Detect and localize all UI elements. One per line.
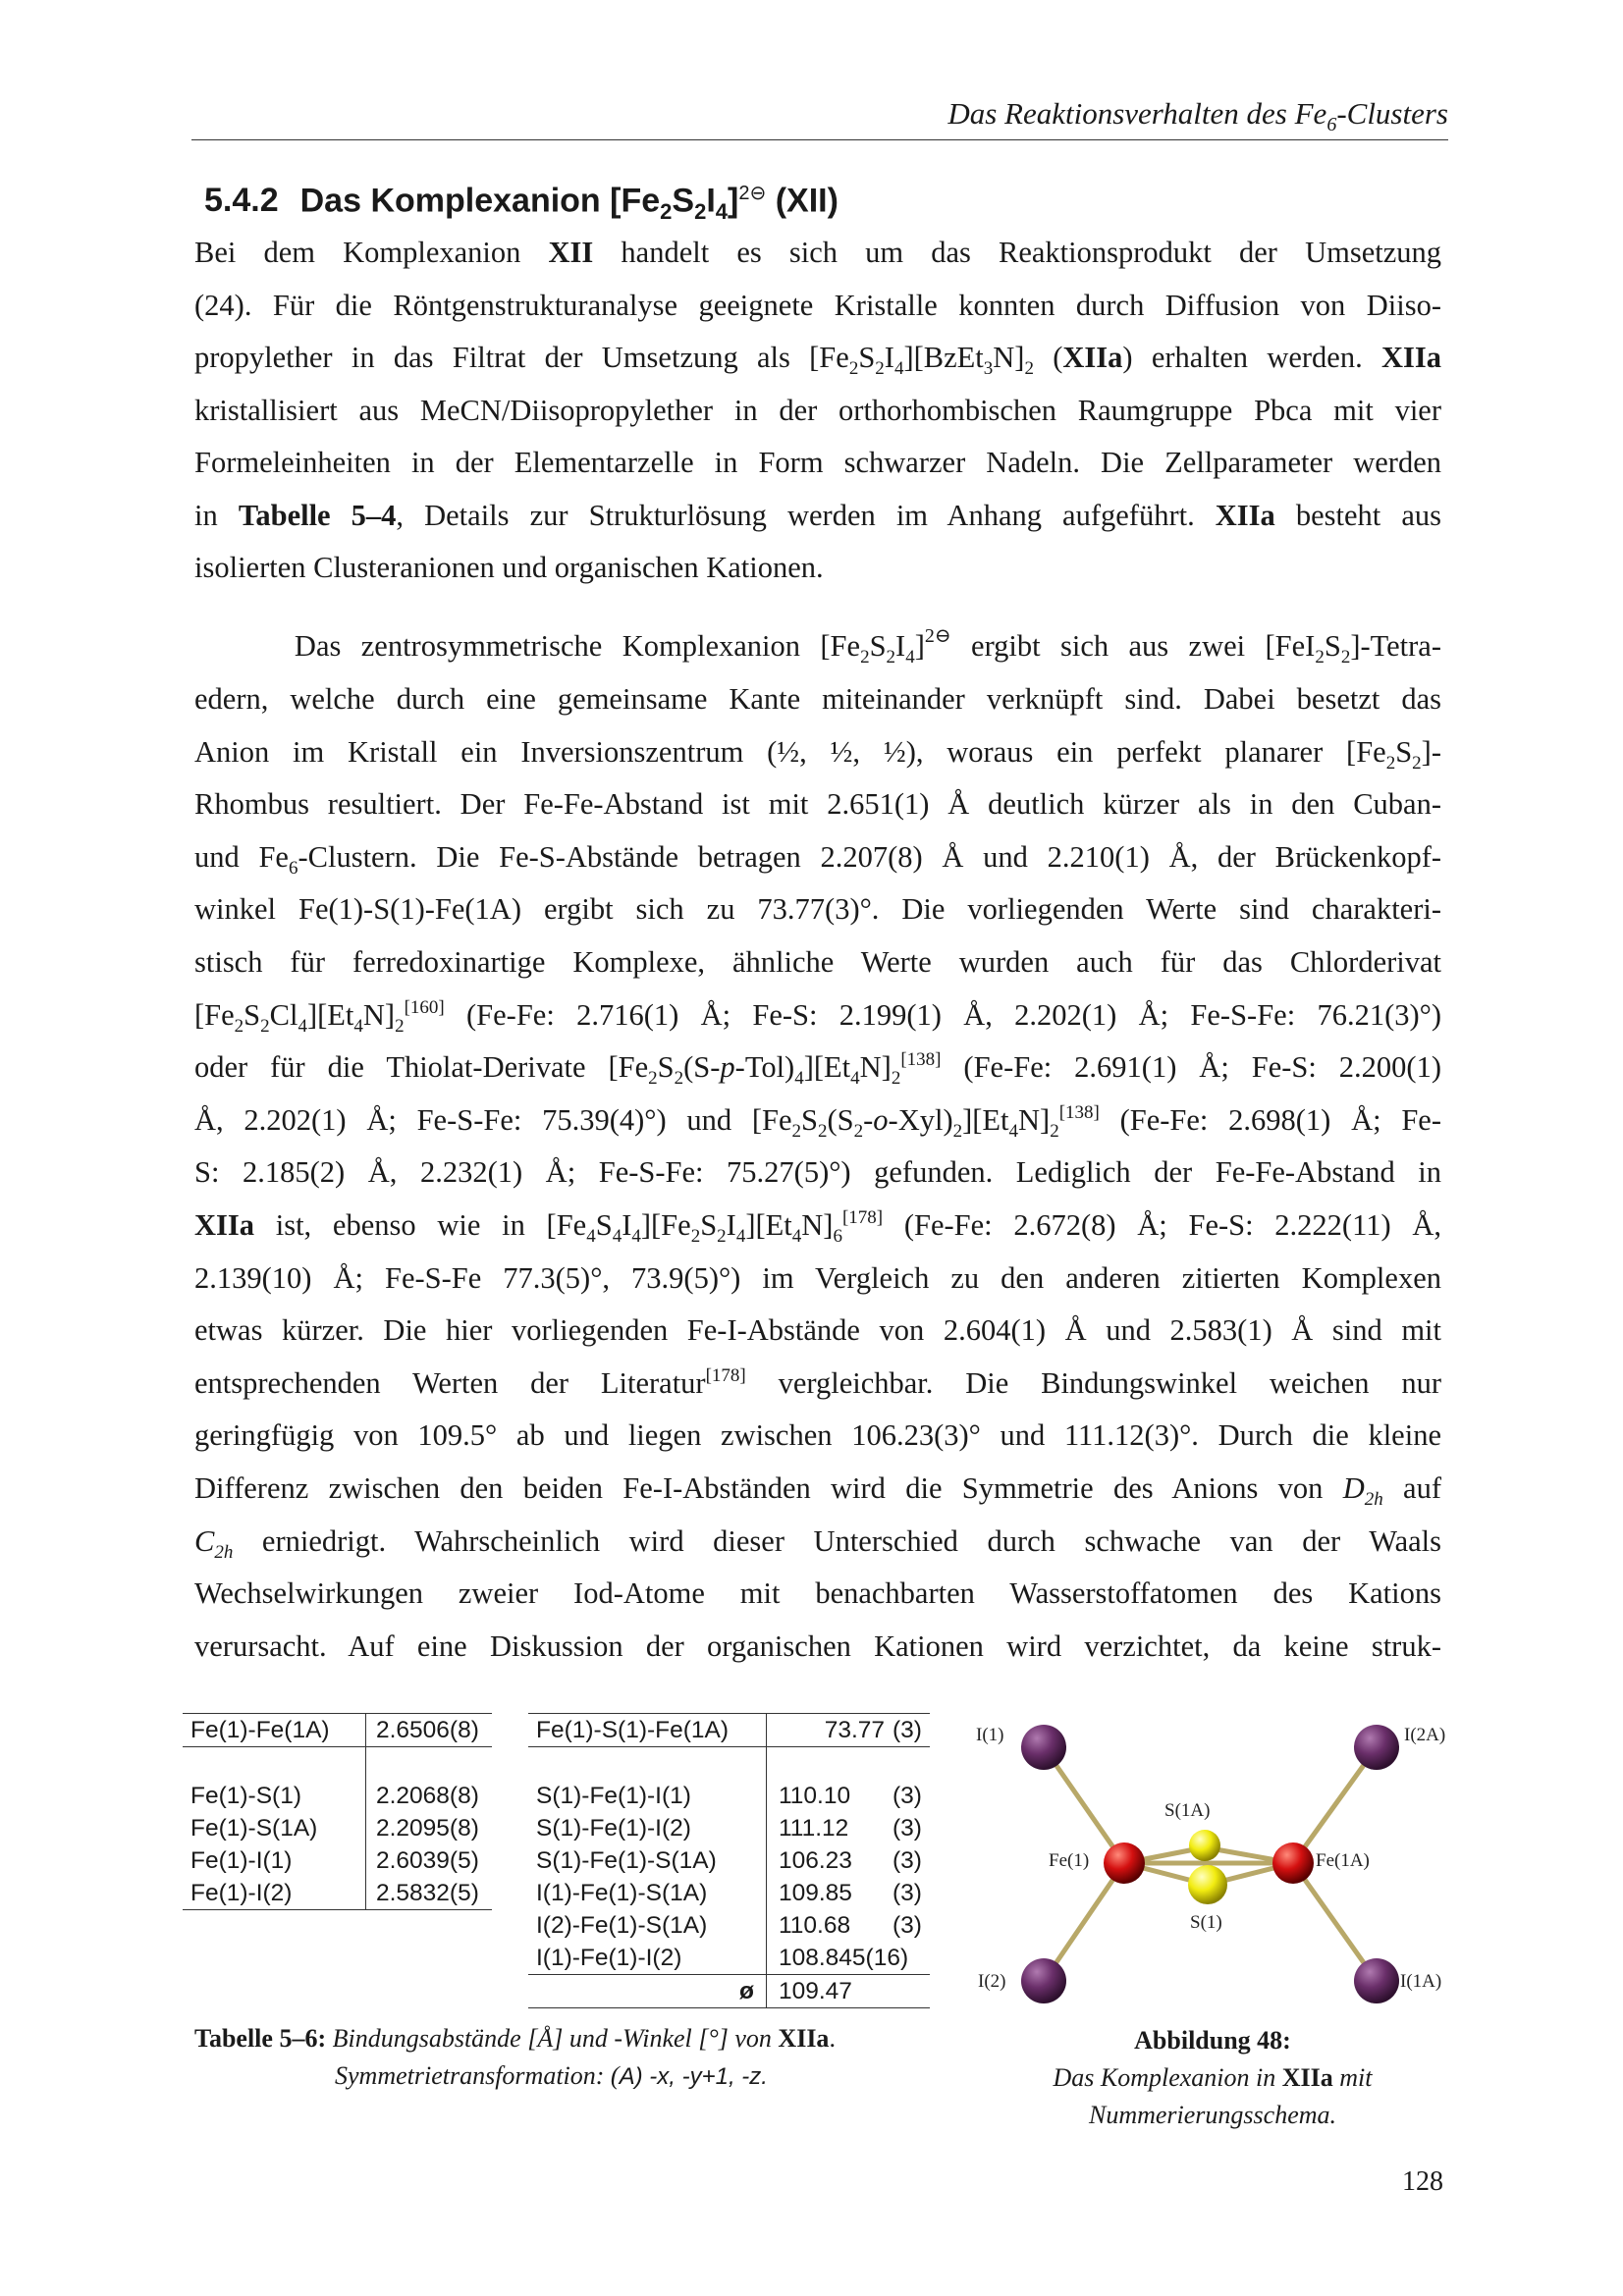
paragraph-line: propylether in das Filtrat der Umsetzung als $[Fe_2S_2I_4][BzEt_3N]_2$ (XIIa) erhalten werden. XIIa: [194, 341, 1441, 379]
molecule-figure: [972, 1708, 1453, 2012]
paragraph-line: edern, welche durch eine gemeinsame Kante miteinander verknüpft sind. Dabei besetzt das: [194, 682, 1441, 716]
iodine-atom: [1354, 1958, 1399, 2003]
paragraph-line: Rhombus resultiert. Der Fe-Fe-Abstand ist mit 2.651(1) Å deutlich kürzer als in den Cuban-: [194, 787, 1441, 821]
paragraph-line: Anion im Kristall ein Inversionszentrum (½, ½, ½), woraus ein perfekt planarer $[Fe_2S_2]-$: [194, 735, 1441, 774]
atom-label: I(1A): [1400, 1971, 1442, 1992]
paragraph-line: etwas kürzer. Die hier vorliegenden Fe-I-Abstände von 2.604(1) Å und 2.583(1) Å sind mit: [194, 1313, 1441, 1347]
iron-atom: [1272, 1842, 1314, 1884]
atom-label: I(1): [976, 1725, 1004, 1745]
paragraph-line: XIIa ist, ebenso wie in $[Fe_4S_4I_4][Fe_2S_2I_4][Et_4N]_6[178]$ (Fe-Fe: 2.672(8) Å; Fe-S: 2.222(11) Å,: [194, 1207, 1441, 1247]
atom-label: S(1): [1190, 1912, 1222, 1933]
average-row: ø 109.47: [528, 1975, 930, 2008]
paragraph-line: isolierten Clusteranionen und organischen Kationen.: [194, 551, 824, 584]
table-row: Fe(1)-Fe(1A) 2.6506(8): [183, 1714, 492, 1747]
paragraph-line: Differenz zwischen den beiden Fe-I-Abständen wird die Symmetrie des Anions von $D_{2h}$ auf: [194, 1471, 1441, 1510]
paragraph-line: 2.139(10) Å; Fe-S-Fe 77.3(5)°, 73.9(5)°) im Vergleich zu den anderen zitierten Komplexen: [194, 1261, 1441, 1295]
paragraph-line: und $Fe_6$-Clustern. Die Fe-S-Abstände betragen 2.207(8) Å und 2.210(1) Å, der Brückenkopf-: [194, 840, 1442, 879]
atom-label: I(2): [978, 1971, 1006, 1992]
table-row: Fe(1)-I(1) 2.6039(5): [183, 1844, 492, 1877]
page-number: 128: [1402, 2166, 1443, 2197]
paragraph-line: Å, 2.202(1) Å; Fe-S-Fe: 75.39(4)°) und $[Fe_2S_2(S_2-o-Xyl)_2][Et_4N]_2[138]$ (Fe-Fe: 2.698(1) Å; Fe-: [194, 1102, 1441, 1142]
paragraph-line: Wechselwirkungen zweier Iod-Atome mit benachbarten Wasserstoffatomen des Kations: [194, 1576, 1441, 1610]
table-row: Fe(1)-S(1)-Fe(1A) 73.77 (3): [528, 1714, 930, 1747]
atom-label: Fe(1): [1049, 1850, 1090, 1871]
paragraph-line: verursacht. Auf eine Diskussion der organischen Kationen wird verzichtet, da keine struk-: [194, 1629, 1441, 1663]
paragraph-line: (24). Für die Röntgenstrukturanalyse geeignete Kristalle konnten durch Diffusion von Diiso-: [194, 289, 1441, 322]
table-row: Fe(1)-I(2) 2.5832(5): [183, 1877, 492, 1910]
atom-label: S(1A): [1164, 1800, 1211, 1821]
table-row: S(1)-Fe(1)-S(1A) 106.23 (3): [528, 1844, 930, 1877]
paragraph-line: Das zentrosymmetrische Komplexanion $[Fe_2S_2I_4]^{2⊖}$ ergibt sich aus zwei $[FeI_2S_2]-Tetra-$: [194, 625, 1441, 667]
atom-label: Fe(1A): [1316, 1850, 1370, 1871]
header-rule: [191, 139, 1448, 140]
figure-caption: Abbildung 48: Das Komplexanion in XIIa mit Nummerierungsschema.: [1053, 2026, 1373, 2129]
iodine-atom: [1354, 1725, 1399, 1770]
table-row: I(2)-Fe(1)-S(1A) 110.68 (3): [528, 1909, 930, 1942]
bond-distance-table: [183, 1713, 492, 1910]
paragraph-line: $C_{2h}$ erniedrigt. Wahrscheinlich wird dieser Unterschied durch schwache van der Waals: [194, 1524, 1441, 1563]
table-row: Fe(1)-S(1A) 2.2095(8): [183, 1812, 492, 1844]
paragraph-line: oder für die Thiolat-Derivate $[Fe_2S_2(S-p-Tol)_4][Et_4N]_2[138]$ (Fe-Fe: 2.691(1) Å; Fe-S: 2.200(1): [194, 1049, 1441, 1089]
table-row: I(1)-Fe(1)-S(1A) 109.85 (3): [528, 1877, 930, 1909]
paragraph-line: S: 2.185(2) Å, 2.232(1) Å; Fe-S-Fe: 75.27(5)°) gefunden. Lediglich der Fe-Fe-Abstand in: [194, 1155, 1441, 1189]
paragraph-line: stisch für ferredoxinartige Komplexe, ähnliche Werte wurden auch für das Chlorderivat: [194, 945, 1441, 979]
table-row: S(1)-Fe(1)-I(1) 110.10 (3): [528, 1780, 930, 1812]
atom-label: I(2A): [1404, 1725, 1446, 1745]
iodine-atom: [1021, 1725, 1066, 1770]
paragraph-line: entsprechenden Werten der Literatur[178] vergleichbar. Die Bindungswinkel weichen nur: [194, 1365, 1441, 1400]
paragraph-line: Formeleinheiten in der Elementarzelle in Form schwarzer Nadeln. Die Zellparameter werden: [194, 446, 1441, 479]
sulfur-atom: [1189, 1830, 1220, 1861]
iron-atom: [1104, 1842, 1145, 1884]
section-heading: 5.4.2 Das Komplexanion $[Fe_2S_2I_4]^{2⊖}$ (XII): [204, 182, 839, 225]
table-row: I(1)-Fe(1)-I(2) 108.845(16): [528, 1942, 930, 1975]
paragraph-line: $[Fe_2S_2Cl_4][Et_4N]_2[160]$ (Fe-Fe: 2.716(1) Å; Fe-S: 2.199(1) Å, 2.202(1) Å; Fe-S-Fe: 76.21(3)°): [194, 997, 1441, 1037]
iodine-atom: [1021, 1958, 1066, 2003]
bond-angle-table: [528, 1713, 930, 2008]
paragraph-line: kristallisiert aus MeCN/Diisopropylether in der orthorhombischen Raumgruppe Pbca mit vier: [194, 394, 1441, 427]
table-row: Fe(1)-S(1) 2.2068(8): [183, 1780, 492, 1812]
running-header: Das Reaktionsverhalten des $Fe_6$-Clusters: [947, 96, 1448, 136]
paragraph-line: geringfügig von 109.5° ab und liegen zwischen 106.23(3)° und 111.12(3)°. Durch die kleine: [194, 1418, 1441, 1452]
paragraph-line: winkel Fe(1)-S(1)-Fe(1A) ergibt sich zu 73.77(3)°. Die vorliegenden Werte sind charakteri-: [194, 892, 1441, 926]
table-row: S(1)-Fe(1)-I(2) 111.12 (3): [528, 1812, 930, 1844]
paragraph-line: Bei dem Komplexanion XII handelt es sich um das Reaktionsprodukt der Umsetzung: [194, 236, 1441, 269]
sulfur-atom: [1188, 1865, 1227, 1904]
table-caption: Tabelle 5–6: Bindungsabstände [Å] und -Winkel [°] von XIIa. Symmetrietransformation: (A) -x, -y+1, -z.: [194, 2024, 836, 2090]
paragraph-line: in Tabelle 5–4, Details zur Strukturlösung werden im Anhang aufgeführt. XIIa besteht aus: [194, 499, 1441, 532]
